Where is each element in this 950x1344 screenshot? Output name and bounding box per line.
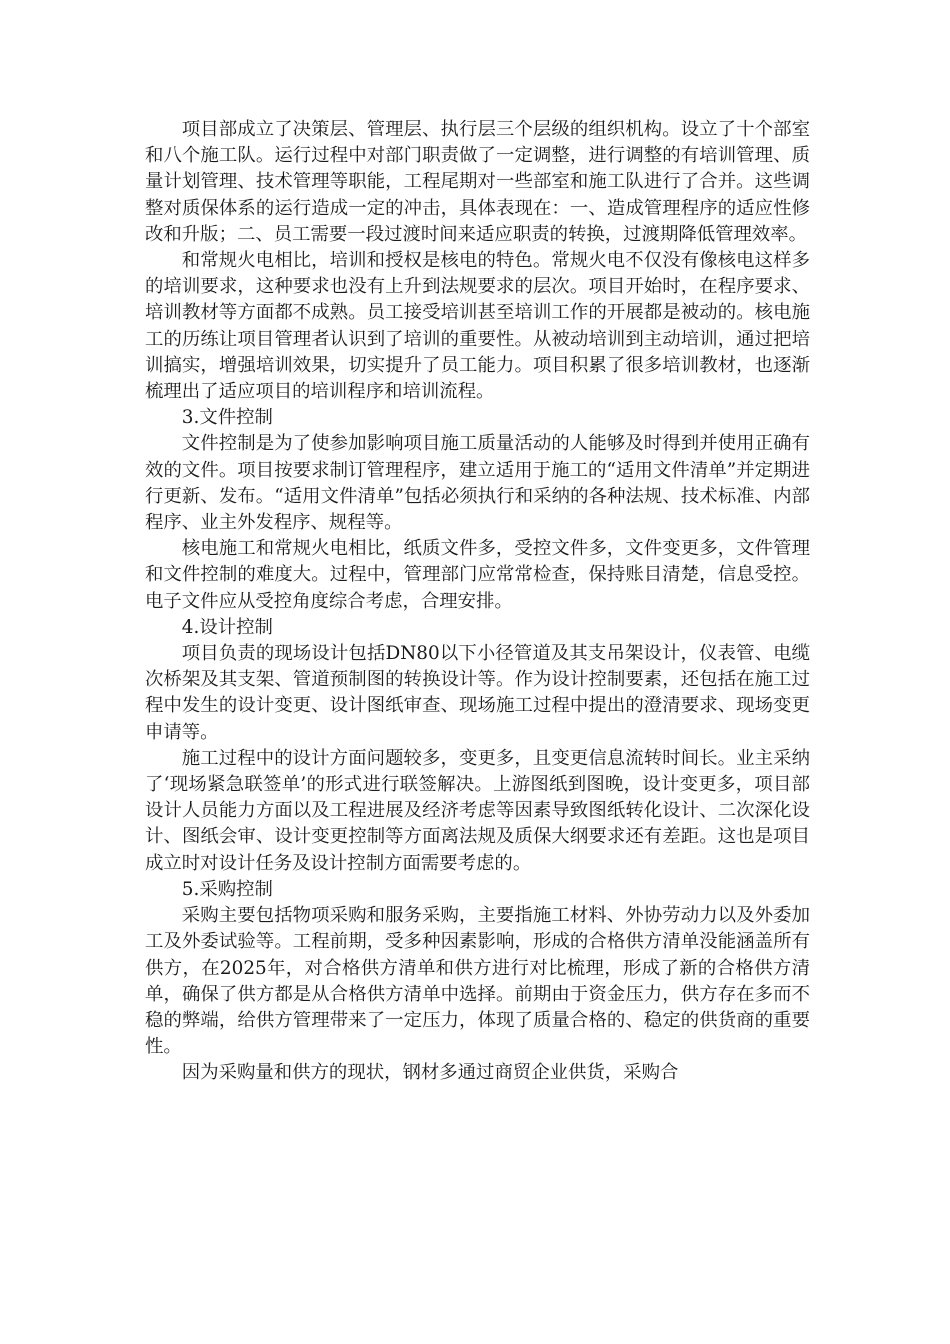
section-heading-design-control: 4.设计控制	[181, 616, 273, 638]
paragraph-design-issues: 施工过程中的设计方面问题较多，变更多，且变更信息流转时间长。业主采纳了‘现场紧急联签单’的形式进行联签解决。上游图纸到图晚，设计变更多，项目部设计人员能力方面以及工程进展及经济考虑等因素导致图纸转化设计、二次深化设计、图纸会审、设计变更控制等方面离法规及质保大纲要求还有差距。这也是项目成立时对设计任务及设计控制方面需要考虑的。	[145, 747, 810, 874]
paragraph-procurement: 采购主要包括物项采购和服务采购，主要指施工材料、外协劳动力以及外委加工及外委试验等。工程前期，受多种因素影响，形成的合格供方清单没能涵盖所有供方，在2025年，对合格供方清单和供方进行对比梳理，形成了新的合格供方清单，确保了供方都是从合格供方清单中选择。前期由于资金压力，供方存在多而不稳的弊端，给供方管理带来了一定压力，体现了质量合格的、稳定的供货商的重要性。	[145, 905, 810, 1058]
paragraph-document-management: 核电施工和常规火电相比，纸质文件多，受控文件多，文件变更多，文件管理和文件控制的难度大。过程中，管理部门应常常检查，保持账目清楚，信息受控。电子文件应从受控角度综合考虑，合理安排。	[145, 538, 810, 612]
paragraph-site-design: 项目负责的现场设计包括DN80以下小径管道及其支吊架设计，仪表管、电缆次桥架及其支架、管道预制图的转换设计等。作为设计控制要素，还包括在施工过程中发生的设计变更、设计图纸审查、现场施工过程中提出的澄清要求、现场变更申请等。	[145, 643, 810, 743]
paragraph-document-control: 文件控制是为了使参加影响项目施工质量活动的人能够及时得到并使用正确有效的文件。项目按要求制订管理程序，建立适用于施工的“适用文件清单”并定期进行更新、发布。“适用文件清单”包括必须执行和采纳的各种法规、技术标准、内部程序、业主外发程序、规程等。	[145, 433, 810, 534]
paragraph-org-structure: 项目部成立了决策层、管理层、执行层三个层级的组织机构。设立了十个部室和八个施工队。运行过程中对部门职责做了一定调整，进行调整的有培训管理、质量计划管理、技术管理等职能，工程尾期对一些部室和施工队进行了合并。这些调整对质保体系的运行造成一定的冲击，具体表现在：一、造成管理程序的适应性修改和升版；二、员工需要一段过渡时间来适应职责的转换，过渡期降低管理效率。	[145, 119, 810, 245]
section-heading-procurement-control: 5.采购控制	[181, 878, 273, 900]
section-heading-document-control: 3.文件控制	[181, 407, 273, 429]
paragraph-training: 和常规火电相比，培训和授权是核电的特色。常规火电不仅没有像核电这样多的培训要求，这种要求也没有上升到法规要求的层次。项目开始时，在程序要求、培训教材等方面都不成熟。员工接受培训甚至培训工作的开展都是被动的。核电施工的历练让项目管理者认识到了培训的重要性。从被动培训到主动培训，通过把培训搞实，增强培训效果，切实提升了员工能力。项目积累了很多培训教材，也逐渐梳理出了适应项目的培训程序和培训流程。	[145, 250, 810, 403]
document-body	[145, 117, 810, 1087]
paragraph-procurement-suppliers: 因为采购量和供方的现状，钢材多通过商贸企业供货，采购合	[181, 1062, 679, 1084]
